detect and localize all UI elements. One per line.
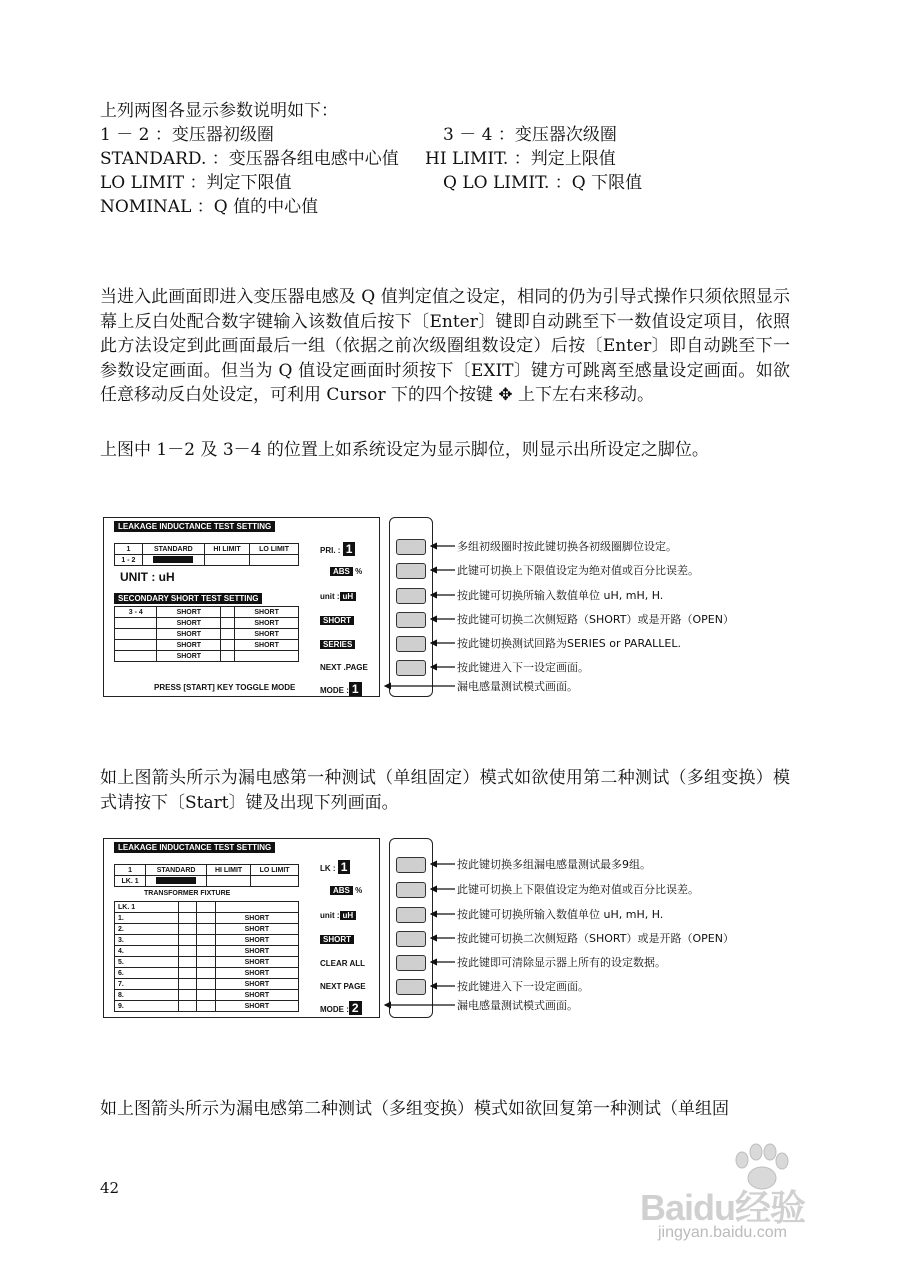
- short-cell[interactable]: SHORT: [235, 607, 299, 618]
- short-cell[interactable]: SHORT: [215, 990, 298, 1001]
- arrows-figure-2: [355, 838, 465, 1018]
- key-description: 此键可切换上下限值设定为绝对值或百分比误差。: [457, 883, 699, 896]
- row-label: LK. 1: [115, 876, 146, 887]
- short-cell[interactable]: SHORT: [215, 935, 298, 946]
- limits-table: [114, 543, 299, 566]
- unit-text: UNIT : uH: [120, 570, 175, 584]
- short-cell[interactable]: SHORT: [157, 640, 221, 651]
- leakage-setting-screen-2: [103, 838, 380, 1018]
- table-header: 1: [115, 544, 143, 555]
- short-cell[interactable]: SHORT: [235, 618, 299, 629]
- screen-footer: PRESS [START] KEY TOGGLE MODE: [154, 683, 296, 692]
- next-page-label: NEXT PAGE: [320, 982, 366, 991]
- short-test-table: [114, 606, 299, 662]
- leakage-setting-screen-1: [103, 517, 380, 697]
- arrows-figure-1: [355, 517, 465, 697]
- short-cell[interactable]: SHORT: [157, 618, 221, 629]
- short-cell[interactable]: SHORT: [215, 968, 298, 979]
- body-paragraph: 如上图箭头所示为漏电感第一种测试（单组固定）模式如欲使用第二种测试（多组变换）模式请按下〔Start〕键及出现下列画面。: [100, 768, 790, 813]
- short-cell[interactable]: SHORT: [215, 1001, 298, 1012]
- fixture-table: [114, 901, 299, 1012]
- short-cell[interactable]: SHORT: [157, 651, 221, 662]
- pri-value: 1: [343, 542, 356, 556]
- mode-value: 2: [349, 1001, 362, 1015]
- body-paragraph: 如上图箭头所示为漏电感第二种测试（多组变换）模式如欲回复第一种测试（单组固: [100, 1099, 729, 1119]
- short-cell[interactable]: SHORT: [157, 629, 221, 640]
- unit-label: unit : uH: [320, 592, 356, 601]
- key-description: 按此键切换多组漏电感量测试最多9组。: [457, 858, 651, 871]
- legend-item: HI LIMIT. ：判定上限值: [425, 149, 616, 169]
- short-cell[interactable]: SHORT: [157, 607, 221, 618]
- key-description: 按此键可切换所输入数值单位 uH, mH, H.: [457, 589, 664, 602]
- pri-label: PRI. : 1: [320, 542, 355, 556]
- screen-title: LEAKAGE INDUCTANCE TEST SETTING: [114, 842, 275, 853]
- abs-label: ABS %: [330, 886, 362, 895]
- row-label: 7.: [115, 979, 179, 990]
- mode-value: 1: [349, 682, 362, 696]
- legend-item: NOMINAL ：Q 值的中心值: [100, 197, 319, 217]
- short-cell[interactable]: SHORT: [215, 924, 298, 935]
- watermark-brand: Baidu经验: [640, 1187, 806, 1228]
- row-label: 2.: [115, 924, 179, 935]
- abs-label: ABS %: [330, 567, 362, 576]
- key-description: 按此键可切换二次侧短路（SHORT）或是开路（OPEN）: [457, 613, 734, 626]
- table-header: 1: [115, 865, 146, 876]
- key-description: 按此键可切换二次侧短路（SHORT）或是开路（OPEN）: [457, 932, 734, 945]
- short-label: SHORT: [320, 935, 354, 944]
- legend-item: 3 － 4 ：变压器次级圈: [443, 125, 617, 145]
- row-label: 1.: [115, 913, 179, 924]
- table-header: STANDARD: [146, 865, 207, 876]
- legend-item: STANDARD. ：变压器各组电感中心值: [100, 149, 399, 169]
- short-cell[interactable]: SHORT: [215, 946, 298, 957]
- next-page-label: NEXT .PAGE: [320, 663, 368, 672]
- key-description: 按此键切换测试回路为SERIES or PARALLEL.: [457, 637, 682, 650]
- table-cell[interactable]: [250, 555, 299, 566]
- watermark-url: jingyan.baidu.com: [658, 1224, 787, 1241]
- key-description: 多组初级圈时按此键切换各初级圈脚位设定。: [457, 540, 677, 553]
- key-description: 此键可切换上下限值设定为绝对值或百分比误差。: [457, 564, 699, 577]
- row-label: LK. 1: [115, 902, 179, 913]
- row-label: 5.: [115, 957, 179, 968]
- page-number: 42: [100, 1179, 120, 1197]
- key-description: 按此键进入下一设定画面。: [457, 980, 589, 993]
- legend-item: Q LO LIMIT. ：Q 下限值: [443, 173, 643, 193]
- selected-cell[interactable]: [146, 876, 207, 887]
- table-cell[interactable]: [206, 876, 250, 887]
- short-label: SHORT: [320, 616, 354, 625]
- clear-all-label: CLEAR ALL: [320, 959, 366, 968]
- secondary-title: SECONDARY SHORT TEST SETTING: [114, 593, 262, 604]
- key-description: 按此键即可清除显示器上所有的设定数据。: [457, 956, 666, 969]
- lk-value: 1: [338, 860, 351, 874]
- key-description: 按此键可切换所输入数值单位 uH, mH, H.: [457, 908, 664, 921]
- row-label: 4.: [115, 946, 179, 957]
- body-paragraph: 当进入此画面即进入变压器电感及 Q 值判定值之设定，相同的仍为引导式操作只须依照显示幕上反白处配合数字键输入该数值后按下〔Enter〕键即自动跳至下一数值设定项目，依照此方法设定到此画面最后一组（依据之前次级圈组数设定）后按〔Enter〕即自动跳至下一参数设定画面。但当为 Q 值设定画面时须按下〔EXIT〕键方可跳离至感量设定画面。如欲任意移动反白处设定，可利用 Cursor 下的四个按键 ✥ 上下左右来移动。: [100, 287, 790, 405]
- legend-title: 上列两图各显示参数说明如下：: [100, 101, 338, 121]
- short-cell[interactable]: SHORT: [215, 979, 298, 990]
- table-header: HI LIMIT: [204, 544, 249, 555]
- fixture-title: TRANSFORMER FIXTURE: [144, 890, 231, 897]
- row-label: 3.: [115, 935, 179, 946]
- short-cell[interactable]: SHORT: [215, 957, 298, 968]
- legend-item: 1 － 2 ：变压器初级圈: [100, 125, 274, 145]
- table-header: LO LIMIT: [250, 544, 299, 555]
- short-cell[interactable]: SHORT: [215, 913, 298, 924]
- body-paragraph: 上图中 1－2 及 3－4 的位置上如系统设定为显示脚位，则显示出所设定之脚位。: [100, 440, 709, 460]
- table-header: LO LIMIT: [251, 865, 299, 876]
- key-description: 漏电感量测试模式画面。: [457, 999, 578, 1012]
- table-cell[interactable]: [251, 876, 299, 887]
- key-description: 漏电感量测试模式画面。: [457, 680, 578, 693]
- screen-title: LEAKAGE INDUCTANCE TEST SETTING: [114, 521, 275, 532]
- mode-label: MODE : 2: [320, 1001, 362, 1015]
- legend-item: LO LIMIT ：判定下限值: [100, 173, 292, 193]
- row-label: 6.: [115, 968, 179, 979]
- table-header: STANDARD: [142, 544, 204, 555]
- unit-label: unit : uH: [320, 911, 356, 920]
- row-label: 9.: [115, 1001, 179, 1012]
- row-label: 1 - 2: [115, 555, 143, 566]
- series-label: SERIES: [320, 640, 355, 649]
- key-description: 按此键进入下一设定画面。: [457, 661, 589, 674]
- selected-cell[interactable]: [142, 555, 204, 566]
- short-cell[interactable]: SHORT: [235, 640, 299, 651]
- row-label: 3 - 4: [115, 607, 157, 618]
- limits-table: [114, 864, 299, 887]
- table-cell[interactable]: [204, 555, 249, 566]
- short-cell[interactable]: SHORT: [235, 629, 299, 640]
- row-label: 8.: [115, 990, 179, 1001]
- table-header: HI LIMIT: [206, 865, 250, 876]
- mode-label: MODE : 1: [320, 682, 362, 696]
- lk-label: LK : 1: [320, 860, 350, 874]
